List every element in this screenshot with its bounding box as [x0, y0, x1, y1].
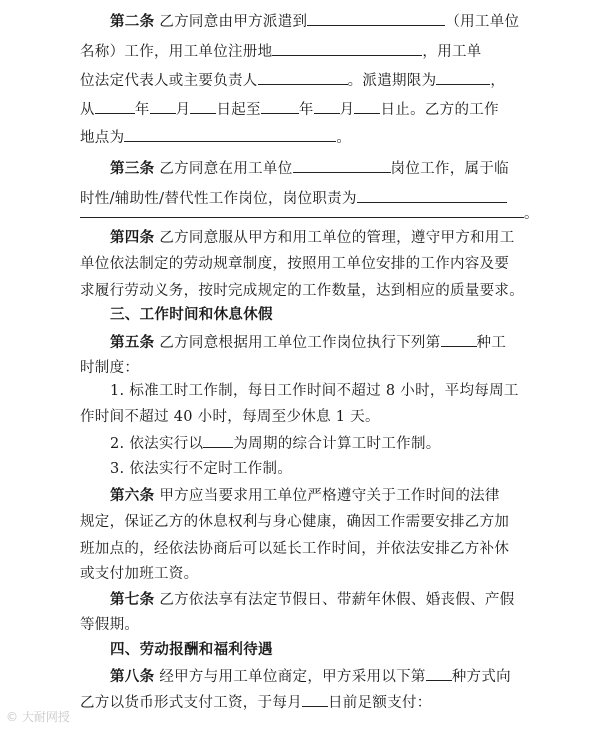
art6-line2: 规定，保证乙方的休息权利与身心健康，确因工作需要安排乙方加	[80, 514, 510, 530]
art6-line4: 或支付加班工资。	[80, 566, 199, 582]
art6-line1: 第六条 甲方应当要求用工单位严格遵守关于工作时间的法律	[110, 488, 500, 504]
art8-heading: 第八条	[110, 669, 155, 685]
art3-line3: 。	[80, 203, 539, 224]
watermark-icon: ©	[6, 710, 18, 724]
art4-line2: 单位依法制定的劳动规章制度，按照用工单位安排的工作内容及要	[80, 256, 510, 272]
art4-heading: 第四条	[110, 230, 155, 246]
duties-blank-2	[80, 203, 524, 218]
art4-line1: 第四条 乙方同意服从甲方和用工单位的管理，遵守甲方和用工	[110, 230, 515, 246]
art2-line4: 从 年 月 日起至 年 月 日止。乙方的工作	[80, 99, 499, 120]
art2-heading: 第二条	[110, 14, 155, 30]
art5-line2: 时制度：	[80, 360, 140, 376]
art6-heading: 第六条	[110, 488, 155, 504]
section3-title: 三、工作时间和休息休假	[110, 307, 273, 323]
art7-line2: 等假期。	[80, 617, 140, 633]
art7-heading: 第七条	[110, 592, 155, 608]
employer-name-blank	[307, 11, 445, 26]
art2-line5: 地点为 。	[80, 127, 351, 148]
art3-line2: 时性/辅助性/替代性工作岗位，岗位职责为	[80, 188, 507, 209]
art5-item3: 3. 依法实行不定时工作制。	[110, 461, 293, 477]
art3-line1: 第三条 乙方同意在用工单位 岗位工作，属于临	[110, 158, 509, 179]
art4-line3: 求履行劳动义务，按时完成规定的工作数量，达到相应的质量要求。	[80, 283, 524, 299]
work-location-blank	[124, 127, 336, 142]
art5-item1-line2: 作时间不超过 40 小时，每周至少休息 1 天。	[80, 409, 380, 425]
art2-line2: 名称）工作，用工单位注册地 ，用工单	[80, 41, 482, 62]
art2-line1: 第二条 乙方同意由甲方派遣到 （用工单位	[110, 11, 519, 32]
art7-line1: 第七条 乙方依法享有法定节假日、带薪年休假、婚丧假、产假	[110, 592, 515, 608]
art8-line1: 第八条 经甲方与用工单位商定，甲方采用以下第 种方式向	[110, 666, 511, 687]
hours-system-blank	[441, 332, 477, 347]
section4-title: 四、劳动报酬和福利待遇	[110, 642, 273, 658]
watermark	[6, 708, 70, 725]
pay-day-blank	[302, 692, 328, 707]
art3-heading: 第三条	[110, 161, 155, 177]
art2-line3: 位法定代表人或主要负责人 。派遣期限为 ，	[80, 70, 505, 91]
cycle-blank	[203, 433, 233, 448]
art5-item2: 2. 依法实行以 为周期的综合计算工时工作制。	[110, 433, 441, 454]
watermark-text: 大耐网授	[21, 710, 70, 724]
payment-method-blank	[426, 666, 452, 681]
art5-line1: 第五条 乙方同意根据用工单位工作岗位执行下列第 种工	[110, 332, 506, 353]
position-blank	[293, 158, 391, 173]
registered-address-blank	[272, 41, 422, 56]
dispatch-period-blank	[436, 70, 490, 85]
art5-item1-line1: 1. 标准工时工作制，每日工作时间不超过 8 小时，平均每周工	[110, 383, 519, 399]
art8-line2: 乙方以货币形式支付工资，于每月 日前足额支付：	[80, 692, 432, 713]
art5-heading: 第五条	[110, 335, 155, 351]
art6-line3: 班加点的，经依法协商后可以延长工作时间，并依法安排乙方补休	[80, 541, 510, 557]
legal-rep-blank	[258, 70, 348, 85]
duties-blank	[357, 188, 507, 203]
